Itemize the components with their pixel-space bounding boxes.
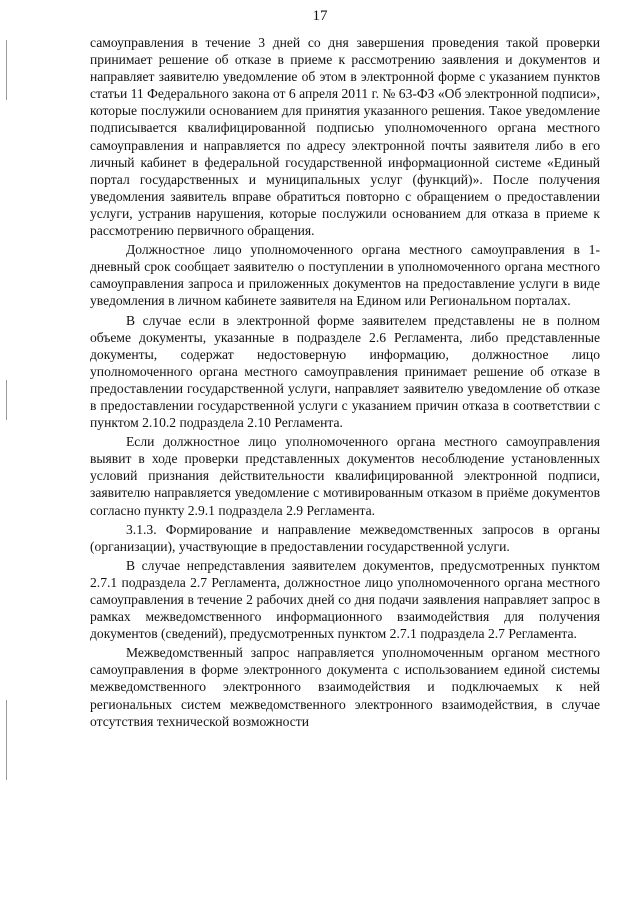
page-number: 17 <box>312 8 328 24</box>
paragraph-continuation: самоуправления в течение 3 дней со дня завершения проведения такой проверки принимает решение об отказе в приеме к рассмотрению заявления и документов и направляет заявителю уведомление об этом в электронной форме с указанием пунктов статьи 11 Федерального закона от 6 апреля 2011 г. № 63-ФЗ «Об электронной подписи», которые послужили основанием для принятия указанного решения. Такое уведомление подписывается квалифицированной подписью уполномоченного органа местного самоуправления и направляется по адресу электронной почты заявителя либо в его личный кабинет в федеральной государственной информационной системе «Единый портал государственных и муниципальных услуг (функций)». После получения уведомления заявитель вправе обратиться повторно с обращением о предоставлении услуги, устранив нарушения, которые послужили основанием для отказа в приеме к рассмотрению первичного обращения. <box>90 35 600 239</box>
paragraph-interagency-request: В случае непредставления заявителем документов, предусмотренных пунктом 2.7.1 подраздела 2.7 Регламента, должностное лицо уполномоченного органа местного самоуправления в течение 2 рабочих дней со дня подачи заявления направляет запрос в рамках межведомственного информационного взаимодействия для получения документов (сведений), предусмотренных пунктом 2.7.1 подраздела 2.7 Регламента. <box>90 557 600 642</box>
paragraph-notification: Должностное лицо уполномоченного органа местного самоуправления в 1-дневный срок сообщает заявителю о поступлении в уполномоченного органа местного самоуправления запроса и приложенных документов на предоставление услуги в виде уведомления в личном кабинете заявителя на Едином или Региональном порталах. <box>90 242 600 309</box>
paragraph-incomplete-documents: В случае если в электронной форме заявителем представлены не в полном объеме документы, указанные в подразделе 2.6 Регламента, либо представленные документы, содержат недостоверную информацию, должностное лицо уполномоченного органа местного самоуправления принимает решение об отказе в предоставлении государственной услуги, направляет заявителю уведомление об отказе в предоставлении государственной услуги с указанием причин отказа в соответствии с пунктом 2.10.2 подраздела 2.10 Регламента. <box>90 312 600 431</box>
scan-margin-mark-bottom <box>6 700 7 780</box>
scan-margin-mark-top <box>6 40 7 100</box>
paragraph-request-form: Межведомственный запрос направляется уполномоченным органом местного самоуправления в форме электронного документа с использованием единой системы межведомственного электронного взаимодействия и подключаемых к ней региональных систем межведомственного электронного взаимодействия, в случае отсутствия технической возможности <box>90 645 600 729</box>
scan-margin-mark-middle <box>6 380 7 420</box>
paragraph-signature-check: Если должностное лицо уполномоченного органа местного самоуправления выявит в ходе проверки представленных документов несоблюдение установленных условий признания действительности квалифицированной электронной подписи, заявителю направляется уведомление с мотивированным отказом в приёме документов согласно пункту 2.9.1 подраздела 2.9 Регламента. <box>90 434 600 518</box>
document-body <box>90 34 600 732</box>
paragraph-section-3-1-3: 3.1.3. Формирование и направление межведомственных запросов в органы (организации), участвующие в предоставлении государственной услуги. <box>90 521 600 554</box>
